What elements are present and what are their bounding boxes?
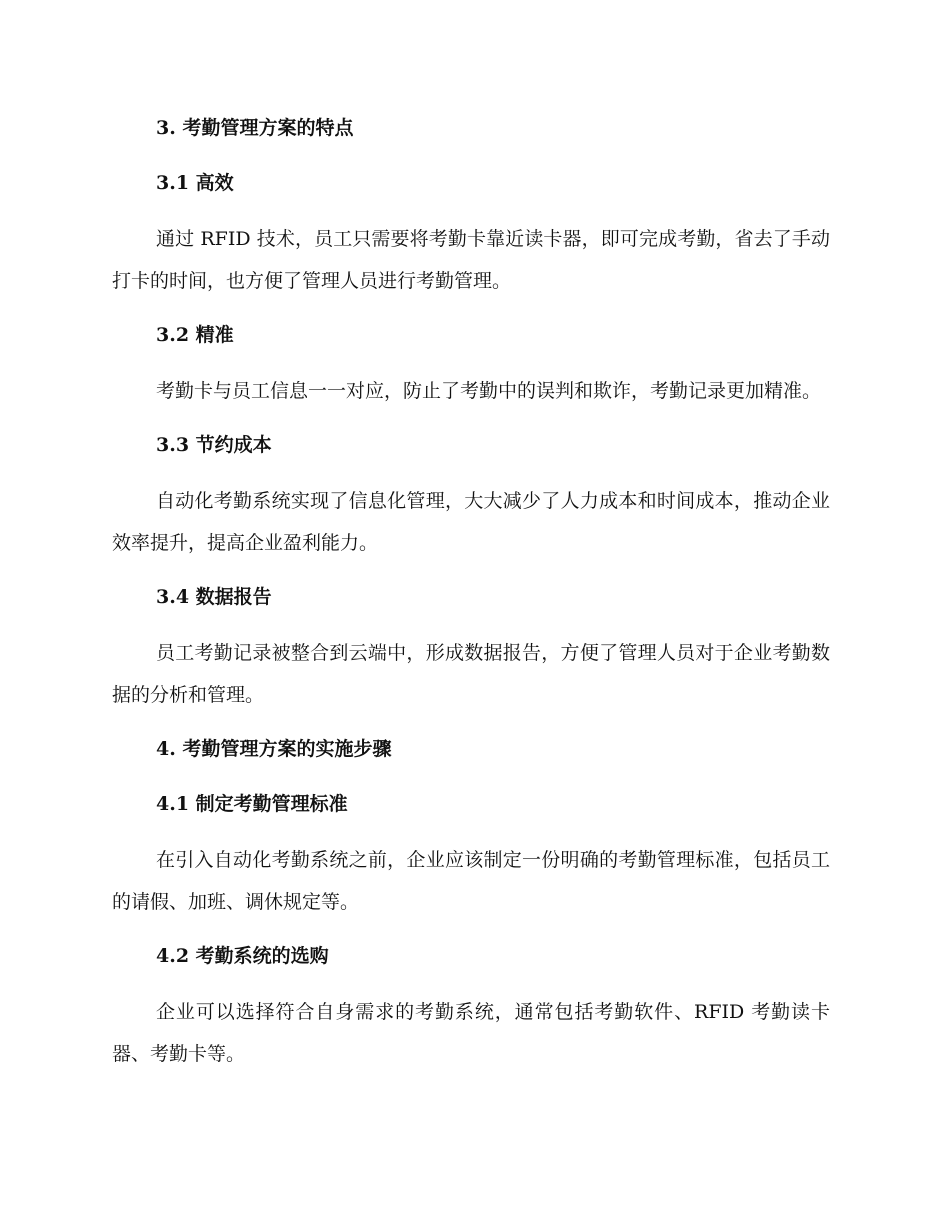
section-4-2-heading: 4.2 考勤系统的选购 (156, 945, 329, 967)
document-body (112, 108, 830, 1075)
section-4-heading: 4. 考勤管理方案的实施步骤 (156, 738, 392, 760)
section-3-1-heading: 3.1 高效 (156, 172, 234, 194)
section-3-1-paragraph: 通过 RFID 技术，员工只需要将考勤卡靠近读卡器，即可完成考勤，省去了手动打卡的时间，也方便了管理人员进行考勤管理。 (112, 228, 830, 292)
section-4-1-paragraph: 在引入自动化考勤系统之前，企业应该制定一份明确的考勤管理标准，包括员工的请假、加班、调休规定等。 (112, 849, 830, 913)
section-3-3-paragraph: 自动化考勤系统实现了信息化管理，大大减少了人力成本和时间成本，推动企业效率提升，提高企业盈利能力。 (112, 490, 830, 554)
section-3-4-heading: 3.4 数据报告 (156, 586, 272, 608)
section-3-2-paragraph: 考勤卡与员工信息一一对应，防止了考勤中的误判和欺诈，考勤记录更加精准。 (156, 380, 822, 402)
section-3-3-heading: 3.3 节约成本 (156, 434, 272, 456)
section-3-heading: 3. 考勤管理方案的特点 (156, 117, 354, 139)
section-3-4-paragraph: 员工考勤记录被整合到云端中，形成数据报告，方便了管理人员对于企业考勤数据的分析和管理。 (112, 642, 830, 706)
section-4-1-heading: 4.1 制定考勤管理标准 (156, 793, 348, 815)
section-4-2-paragraph: 企业可以选择符合自身需求的考勤系统，通常包括考勤软件、RFID 考勤读卡器、考勤卡等。 (112, 1001, 830, 1065)
section-3-2-heading: 3.2 精准 (156, 324, 234, 346)
